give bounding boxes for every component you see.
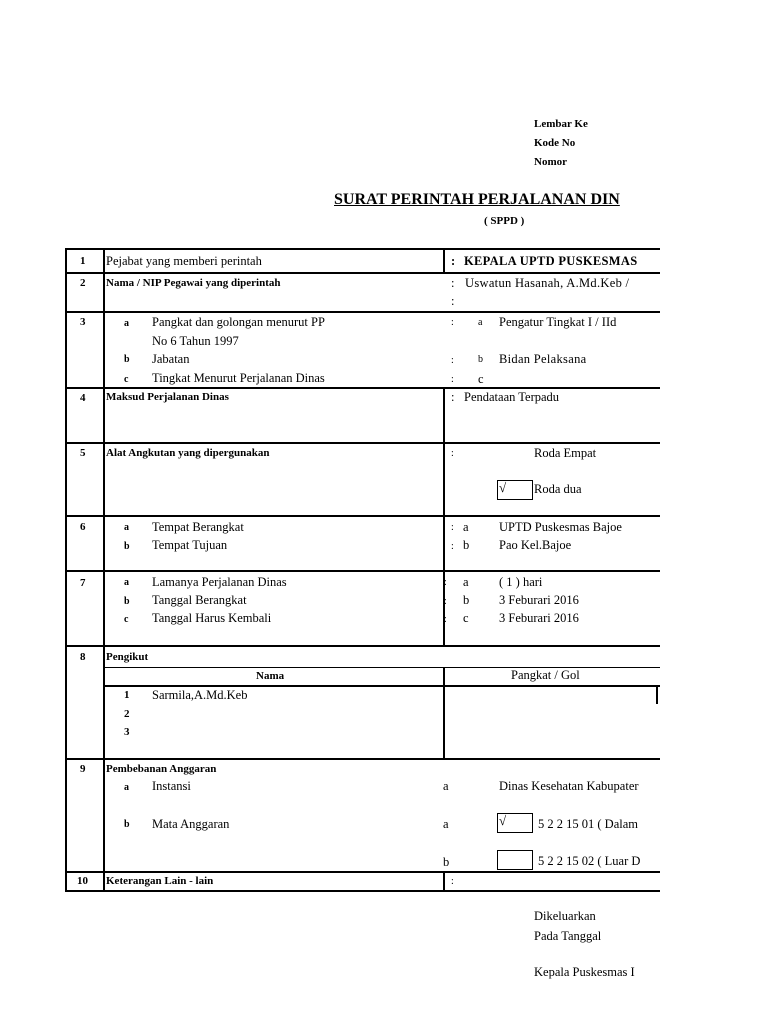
row-10-label: Keterangan Lain - lain [106,875,214,887]
pada-tanggal-label: Pada Tanggal [534,929,602,943]
kepala-puskesmas-label: Kepala Puskesmas I [534,965,635,979]
row-7c-value: 3 Feburari 2016 [499,611,579,625]
row-7c-colon: : [444,614,447,625]
row-3-number: 3 [80,316,86,328]
row-3c-colon: : [451,374,454,385]
row-7a-label: Lamanya Perjalanan Dinas [152,575,287,589]
row-3b-letter: b [124,354,130,365]
row-7a-value: ( 1 ) hari [499,575,543,589]
row-9a-value-letter: a [443,779,449,793]
row-6a-value-letter: a [463,520,469,534]
row-9b-value: 5 2 2 15 01 ( Dalam [538,817,638,831]
nomor-label: Nomor [534,156,567,168]
row-7b-label: Tanggal Berangkat [152,593,247,607]
row-9b2-value-letter: b [443,855,450,869]
lembar-ke-label: Lembar Ke [534,118,588,130]
mata-anggaran-dalam-checkbox[interactable] [497,813,533,833]
row-7a-colon: : [444,577,447,588]
row-3a-letter: a [124,318,129,329]
row-7c-value-letter: c [463,611,469,625]
row-3a-label: Pangkat dan golongan menurut PP [152,315,325,329]
row-3b-value: Bidan Pelaksana [499,352,587,366]
row-4-value: Pendataan Terpadu [464,390,560,404]
row-2-number: 2 [80,277,86,289]
row-10-colon: : [451,876,454,887]
row-8-label: Pengikut [106,651,149,663]
row-1-colon: : [451,254,456,268]
row-3c-letter: c [124,374,129,385]
row-6a-value: UPTD Puskesmas Bajoe [499,520,622,534]
row-4-number: 4 [80,392,86,404]
row-10-number: 10 [77,875,88,887]
row-2-label: Nama / NIP Pegawai yang diperintah [106,277,281,289]
pengikut-pangkat-header: Pangkat / Gol [511,668,580,682]
pengikut-1-name: Sarmila,A.Md.Keb [152,688,248,702]
row-3a-colon: : [451,317,454,328]
pengikut-3-number: 3 [124,726,130,738]
row-7b-letter: b [124,596,130,607]
row-1-value: KEPALA UPTD PUSKESMAS [464,254,638,268]
row-9a-label: Instansi [152,779,191,793]
document-title: SURAT PERINTAH PERJALANAN DIN [334,191,620,208]
row-5-colon: : [451,448,454,459]
row-5-label: Alat Angkutan yang dipergunakan [106,447,270,459]
row-6b-letter: b [124,541,130,552]
row-9-number: 9 [80,763,86,775]
row-2-colon-2: : [451,294,455,308]
row-9b-value-letter: a [443,817,449,831]
row-6b-label: Tempat Tujuan [152,538,228,552]
row-7-number: 7 [80,577,86,589]
row-9b-label: Mata Anggaran [152,817,230,831]
row-3a-value-letter: a [478,317,483,328]
row-3b-label: Jabatan [152,352,190,366]
row-9a-value: Dinas Kesehatan Kabupater [499,779,639,793]
row-4-label: Maksud Perjalanan Dinas [106,391,229,403]
row-9a-letter: a [124,782,129,793]
mata-anggaran-luar-checkbox[interactable] [497,850,533,870]
row-2-value: Uswatun Hasanah, A.Md.Keb / [465,276,630,290]
row-9-label: Pembebanan Anggaran [106,763,217,775]
row-5-number: 5 [80,447,86,459]
row-6b-value-letter: b [463,538,470,552]
row-3a-value: Pengatur Tingkat I / IId [499,315,617,329]
pengikut-nama-header: Nama [256,670,285,682]
kode-no-label: Kode No [534,137,576,149]
row-7a-letter: a [124,577,129,588]
document-subtitle: ( SPPD ) [484,215,525,227]
row-1-label: Pejabat yang memberi perintah [106,254,262,268]
row-7c-label: Tanggal Harus Kembali [152,611,272,625]
row-6a-colon: : [451,522,454,533]
row-9b2-value: 5 2 2 15 02 ( Luar D [538,854,641,868]
row-7b-value-letter: b [463,593,470,607]
row-7b-value: 3 Feburari 2016 [499,593,579,607]
dikeluarkan-label: Dikeluarkan [534,909,596,923]
row-6a-letter: a [124,522,129,533]
roda-dua-checkbox[interactable] [497,480,533,500]
row-4-colon: : [451,390,455,404]
check-mark-icon: √ [499,480,507,495]
row-1-number: 1 [80,255,86,267]
row-3c-label: Tingkat Menurut Perjalanan Dinas [152,371,325,385]
row-5-option-roda-dua: Roda dua [534,482,582,496]
row-2-colon: : [451,276,455,290]
row-8-number: 8 [80,651,86,663]
row-3b-value-letter: b [478,354,483,365]
check-mark-icon: √ [499,813,507,828]
row-6a-label: Tempat Berangkat [152,520,244,534]
row-9b-letter: b [124,819,130,830]
row-3a-label-2: No 6 Tahun 1997 [152,334,239,348]
row-6b-colon: : [451,541,454,552]
row-3b-colon: : [451,355,454,366]
pengikut-2-number: 2 [124,708,130,720]
row-6-number: 6 [80,521,86,533]
row-5-option-roda-empat: Roda Empat [534,446,597,460]
row-7a-value-letter: a [463,575,469,589]
row-7c-letter: c [124,614,129,625]
row-7b-colon: : [444,596,447,607]
row-6b-value: Pao Kel.Bajoe [499,538,572,552]
row-3c-value-letter: c [478,372,484,386]
pengikut-1-number: 1 [124,689,130,701]
